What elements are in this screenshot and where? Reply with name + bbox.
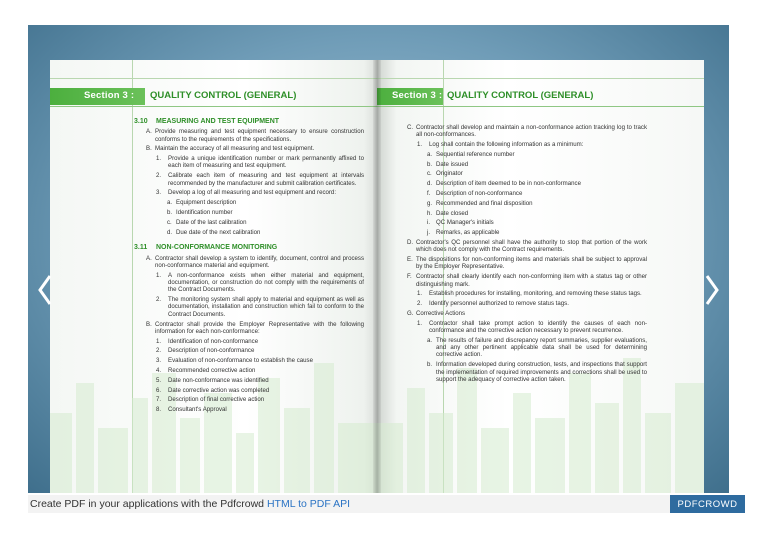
list-item: [156, 357, 364, 364]
list-item-label: 3.: [156, 189, 162, 197]
list-item-text: Provide measuring and test equipment necessary to ensure construction conforms to the requirements of the specifications.: [155, 128, 364, 143]
list-item-text: Recommended and final disposition: [436, 199, 533, 207]
list-item-label: E.: [407, 256, 413, 264]
list-item: [427, 337, 647, 359]
list-item-text: Contractor shall develop a system to identify, document, control and process non-conformance material and equipment.: [155, 254, 364, 269]
list-item-label: c.: [427, 170, 432, 178]
list-item-text: QC Manager's initials: [436, 219, 494, 227]
list-item: [427, 151, 647, 158]
list-item-label: 6.: [156, 386, 162, 394]
list-item-label: G.: [407, 309, 414, 317]
list-item: [427, 170, 647, 177]
list-item-label: 1.: [156, 155, 162, 163]
list-item-text: Remarks, as applicable: [436, 229, 500, 237]
list-item-label: 2.: [156, 296, 162, 304]
html-to-pdf-link[interactable]: HTML to PDF API: [266, 498, 350, 510]
left-page: [50, 60, 377, 493]
list-item-label: 2.: [156, 347, 162, 355]
list-item-text: Date closed: [436, 209, 469, 217]
subsection-heading: [134, 118, 364, 125]
list-item-label: 1.: [417, 290, 423, 298]
list-item: [156, 387, 364, 394]
list-item: [407, 273, 647, 288]
list-item: [407, 124, 647, 139]
list-item: [427, 361, 647, 383]
list-item-label: A.: [146, 254, 152, 262]
list-item-label: b.: [427, 361, 433, 369]
list-item-text: Contractor's QC personnel shall have the authority to stop that portion of the work which does not comply with the Contract requirements.: [416, 239, 647, 254]
list-item: [407, 256, 647, 271]
list-item-label: d.: [167, 228, 173, 236]
list-item: [146, 128, 364, 143]
page-top-rule: [50, 78, 377, 79]
list-item: [417, 290, 647, 297]
list-item: [156, 377, 364, 384]
right-page-content: [407, 124, 647, 386]
list-item: [156, 296, 364, 318]
subsection-heading: [134, 244, 364, 251]
header-underline: [50, 106, 377, 107]
list-item-label: A.: [146, 128, 152, 136]
list-item-label: b.: [427, 160, 433, 168]
list-item: [427, 161, 647, 168]
list-item: [407, 310, 647, 317]
list-item-text: Identify personnel authorized to remove status tags.: [429, 300, 569, 308]
list-item-label: 3.: [156, 357, 162, 365]
list-item-text: The dispositions for non-conforming items and materials shall be subject to approval by the Employer Representative.: [416, 256, 647, 271]
list-item-label: 1.: [417, 141, 423, 149]
list-item-text: Date non-conformance was identified: [168, 376, 269, 384]
list-item: [427, 210, 647, 217]
list-item: [146, 145, 364, 152]
list-item-text: Identification of non-conformance: [168, 337, 259, 345]
subsection-title: NON-CONFORMANCE MONITORING: [156, 244, 278, 252]
list-item-text: Date of the last calibration: [176, 218, 247, 226]
list-item: [427, 190, 647, 197]
list-item-label: 1.: [156, 271, 162, 279]
list-item-label: 8.: [156, 406, 162, 414]
list-item-text: Contractor shall take prompt action to identify the causes of each non-conformance and the corrective action necessary to prevent recurrence.: [429, 319, 647, 335]
right-page: [377, 60, 704, 493]
list-item-label: c.: [167, 218, 172, 226]
section-title: QUALITY CONTROL (GENERAL): [447, 90, 594, 101]
list-item: [156, 155, 364, 170]
list-item-text: Description of final corrective action: [168, 396, 265, 404]
list-item-text: Develop a log of all measuring and test equipment and record:: [168, 189, 337, 197]
list-item-label: a.: [427, 336, 433, 344]
list-item-text: Information developed during construction, tests, and inspections that support the implementation of required improvements and corrections shall be used to support the adequacy of corrective action taken.: [436, 361, 647, 383]
list-item: [156, 367, 364, 374]
next-page-button[interactable]: [699, 270, 725, 310]
pdfcrowd-badge[interactable]: PDFCROWD: [670, 495, 745, 513]
list-item-text: Date corrective action was completed: [168, 386, 270, 394]
list-item: [156, 172, 364, 187]
list-item-label: 2.: [417, 300, 423, 308]
flipbook-viewer: [28, 25, 729, 493]
list-item: [427, 229, 647, 236]
list-item-text: Provide a unique identification number or mark permanently affixed to each item of measuring and test equipment.: [168, 155, 364, 170]
footer-bar: [28, 495, 745, 513]
list-item-text: Evaluation of non-conformance to establish the cause: [168, 357, 313, 365]
left-page-content: [134, 118, 364, 416]
list-item-label: d.: [427, 180, 433, 188]
list-item-text: Originator: [436, 170, 463, 178]
list-item-label: D.: [407, 239, 414, 247]
list-item: [167, 209, 364, 216]
list-item-label: a.: [167, 199, 173, 207]
list-item: [156, 396, 364, 403]
list-item-text: Contractor shall provide the Employer Representative with the following information for each non-conformance:: [155, 320, 364, 335]
subsection-number: 3.11: [134, 244, 148, 252]
section-number: Section 3 :: [392, 90, 443, 101]
list-item-text: Log shall contain the following information as a minimum:: [429, 141, 584, 149]
list-item-label: f.: [427, 190, 431, 198]
list-item-text: The monitoring system shall apply to material and equipment as well as documentation, installation and construction which fail to conform to the Contract Documents.: [168, 296, 364, 318]
list-item-text: A non-conformance exists when either material and equipment, documentation, or construction do not comply with the requirements of the Contract Documents.: [168, 271, 364, 294]
list-item-text: Contractor shall develop and maintain a non-conformance action tracking log to track all non-conformances.: [416, 124, 647, 139]
list-item: [407, 239, 647, 254]
list-item: [156, 406, 364, 413]
subsection-title: MEASURING AND TEST EQUIPMENT: [156, 118, 280, 125]
list-item: [167, 229, 364, 236]
footer-message: [30, 495, 350, 513]
list-item-label: g.: [427, 199, 433, 207]
section-title: QUALITY CONTROL (GENERAL): [150, 90, 297, 101]
page-top-rule: [377, 78, 704, 79]
list-item-label: 4.: [156, 367, 162, 375]
list-item-text: Establish procedures for installing, monitoring, and removing these status tags.: [429, 290, 642, 298]
list-item: [146, 255, 364, 270]
list-item-label: C.: [407, 124, 414, 131]
list-item-label: 5.: [156, 376, 162, 384]
list-item-label: B.: [146, 320, 152, 328]
header-underline: [377, 106, 704, 107]
list-item: [156, 189, 364, 196]
list-item-label: i.: [427, 219, 431, 227]
chevron-right-icon: [703, 273, 721, 307]
list-item: [167, 219, 364, 226]
list-item: [417, 300, 647, 307]
list-item-text: Equipment description: [176, 199, 237, 207]
list-item-label: a.: [427, 150, 433, 158]
book-spine: [373, 60, 381, 493]
list-item-label: B.: [146, 145, 152, 153]
list-item: [156, 272, 364, 294]
subsection-number: 3.10: [134, 118, 148, 125]
chevron-left-icon: [36, 273, 54, 307]
list-item: [156, 338, 364, 345]
list-item-label: F.: [407, 273, 412, 281]
list-item: [156, 347, 364, 354]
list-item-text: Due date of the next calibration: [176, 228, 261, 236]
list-item: [417, 141, 647, 148]
list-item: [427, 200, 647, 207]
list-item-text: Sequential reference number: [436, 150, 515, 158]
list-item-text: Date issued: [436, 160, 469, 168]
list-item: [427, 219, 647, 226]
list-item: [167, 199, 364, 206]
list-item-label: j.: [427, 229, 431, 237]
list-item-label: 2.: [156, 172, 162, 180]
previous-page-button[interactable]: [32, 270, 58, 310]
list-item-text: Consultant's Approval: [168, 406, 227, 414]
list-item: [417, 320, 647, 335]
list-item: [427, 180, 647, 187]
list-item-text: Recommended corrective action: [168, 367, 256, 375]
section-number: Section 3 :: [84, 90, 135, 101]
list-item-text: Description of item deemed to be in non-conformance: [436, 180, 581, 188]
list-item-text: Description of non-conformance: [436, 190, 523, 198]
list-item-text: Corrective Actions: [416, 309, 466, 317]
list-item: [146, 321, 364, 336]
list-item-label: 1.: [156, 337, 162, 345]
list-item-label: h.: [427, 209, 433, 217]
list-item-label: 7.: [156, 396, 162, 404]
list-item-text: Calibrate each item of measuring and test equipment at intervals recommended by the manufacturer and submit calibration certificates.: [168, 172, 364, 187]
list-item-label: b.: [167, 208, 173, 216]
list-item-text: Identification number: [176, 208, 233, 216]
footer-text: Create PDF in your applications with the Pdfcrowd: [30, 498, 267, 510]
list-item-text: Maintain the accuracy of all measuring and test equipment.: [155, 145, 315, 153]
list-item-label: 1.: [417, 319, 423, 327]
list-item-text: Contractor shall clearly identify each non-conforming item with a status tag or other distinguishing mark.: [416, 273, 647, 288]
list-item-text: The results of failure and discrepancy report summaries, supplier evaluations, and any other pertinent applicable data shall be used for determining corrective action.: [436, 336, 647, 359]
list-item-text: Description of non-conformance: [168, 347, 255, 355]
